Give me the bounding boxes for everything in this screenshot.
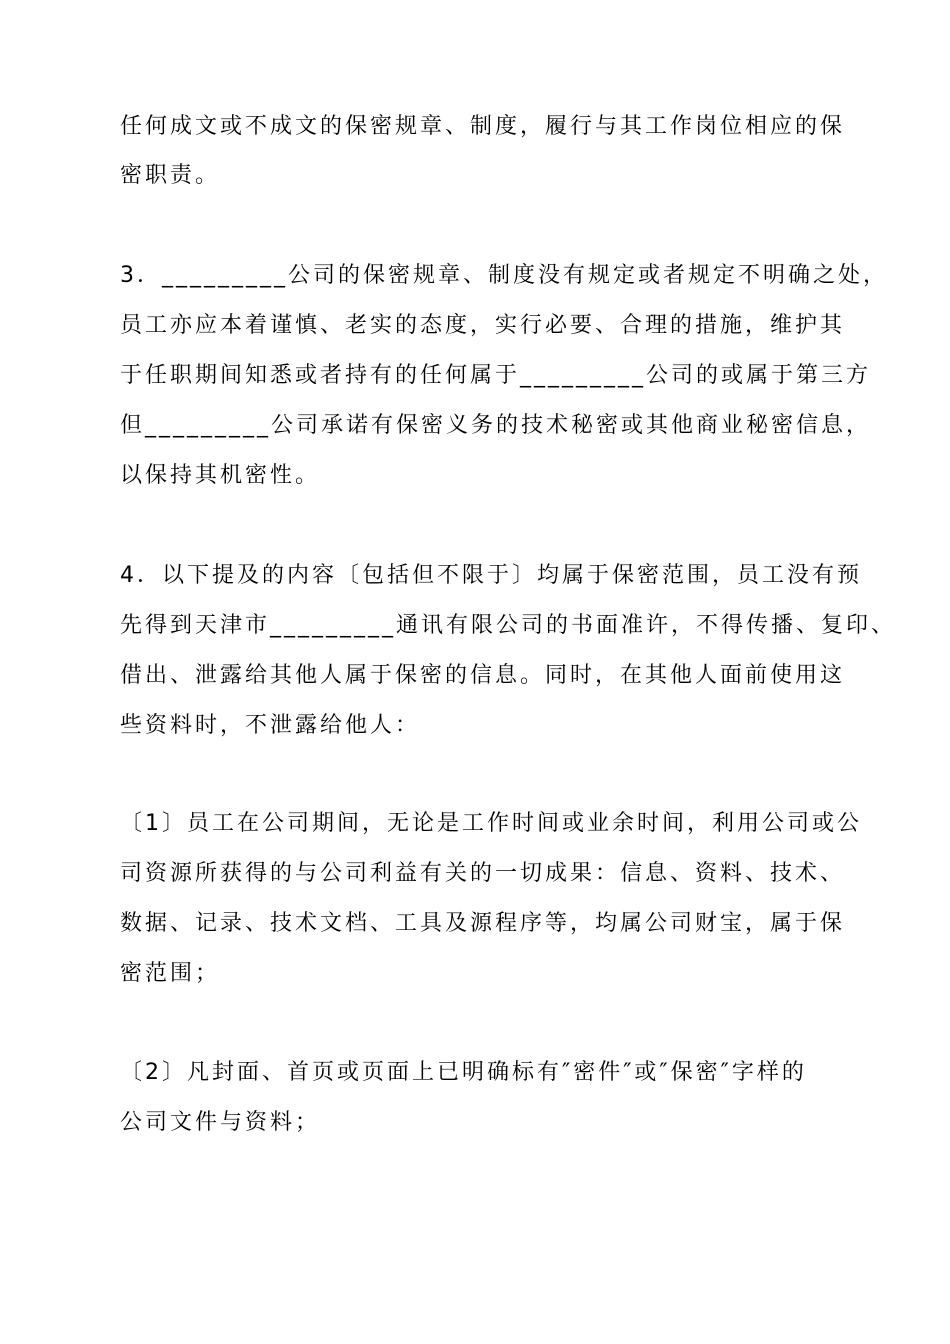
text-line: 员工亦应本着谨慎、老实的态度，实行必要、合理的措施，维护其	[120, 313, 846, 338]
text-line: 密职责。	[120, 163, 221, 188]
text-line: 以保持其机密性。	[120, 463, 321, 488]
text-line: 〔1〕员工在公司期间，无论是工作时间或业余时间，利用公司或公	[120, 811, 862, 836]
text-line: 公司文件与资料；	[120, 1110, 321, 1135]
text-line: 先得到天津市_________通讯有限公司的书面准许，不得传播、复印、	[120, 613, 897, 638]
text-line: 些资料时，不泄露给他人：	[120, 713, 421, 738]
text-line: 〔2〕凡封面、首页或页面上已明确标有″密件″或″保密″字样的	[120, 1060, 807, 1085]
text-line: 借出、泄露给其他人属于保密的信息。同时，在其他人面前使用这	[120, 663, 846, 688]
text-line: 4．以下提及的内容〔包括但不限于〕均属于保密范围，员工没有预	[120, 563, 862, 588]
text-line: 司资源所获得的与公司利益有关的一切成果：信息、资料、技术、	[120, 861, 846, 886]
text-line: 任何成文或不成文的保密规章、制度，履行与其工作岗位相应的保	[120, 114, 846, 139]
text-line: 3．_________公司的保密规章、制度没有规定或者规定不明确之处，	[120, 263, 888, 288]
text-line: 数据、记录、技术文档、工具及源程序等，均属公司财宝，属于保	[120, 911, 846, 936]
text-line: 但_________公司承诺有保密义务的技术秘密或其他商业秘密信息，	[120, 413, 872, 438]
text-line: 于任职期间知悉或者持有的任何属于_________公司的或属于第三方	[120, 363, 872, 388]
text-line: 密范围；	[120, 961, 221, 986]
